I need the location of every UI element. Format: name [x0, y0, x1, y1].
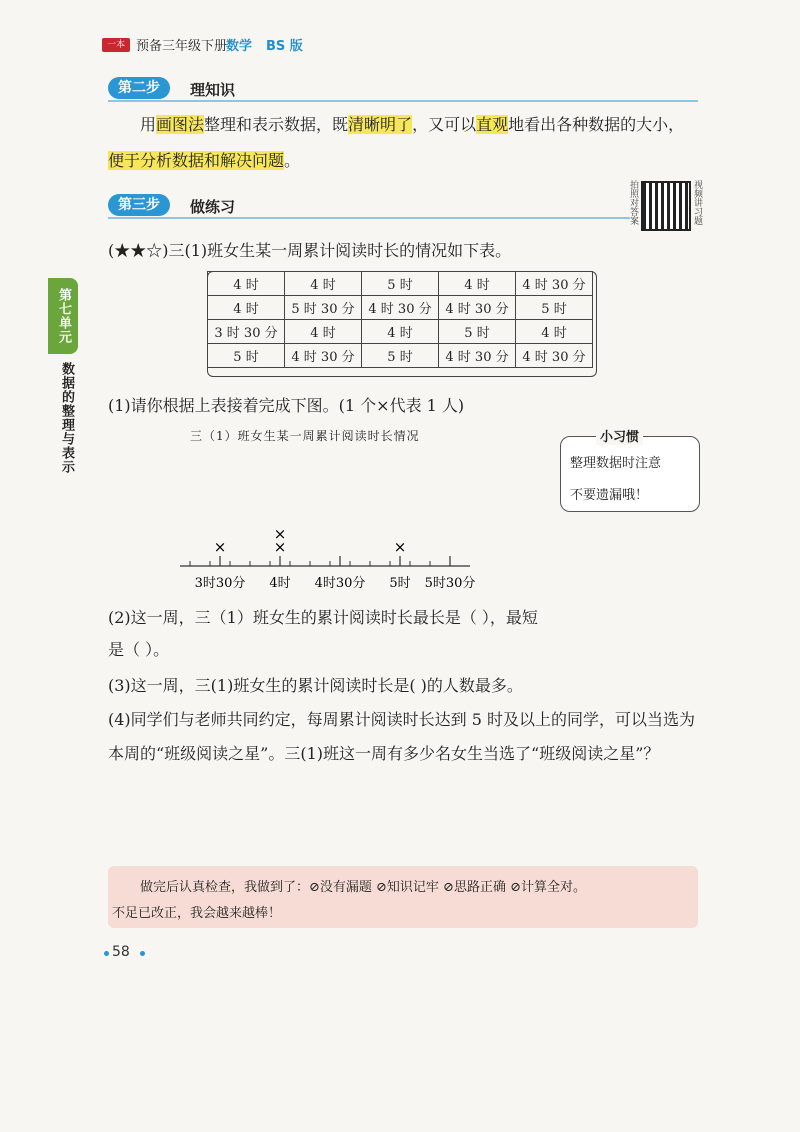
step2-title: 理知识: [190, 81, 236, 99]
step2-paragraph-2: 便于分析数据和解决问题。: [108, 151, 301, 170]
dot-plot: [170, 518, 490, 598]
tick-label: 5时: [389, 576, 411, 591]
table-cell: 4 时: [208, 296, 285, 320]
question-2-line-1: (2)这一周，三（1）班女生的累计阅读时长最长是（ ），最短: [108, 608, 538, 627]
question-3: (3)这一周，三(1)班女生的累计阅读时长是( )的人数最多。: [108, 676, 523, 695]
table-cell: 4 时 30 分: [516, 272, 593, 296]
table-cell: 4 时: [516, 320, 593, 344]
table-cell: 5 时 30 分: [285, 296, 362, 320]
tick-label: 4时: [269, 576, 291, 591]
table-cell: 5 时: [516, 296, 593, 320]
table-cell: 4 时 30 分: [439, 344, 516, 368]
checklist-line-2: 不足已改正，我会越来越棒！: [112, 906, 282, 921]
qr-code-icon[interactable]: [641, 181, 691, 231]
table-cell: 5 时: [362, 272, 439, 296]
habit-line-1: 整理数据时注意: [570, 456, 662, 471]
qr-right-caption: 视频讲习题: [692, 180, 702, 225]
page-dot-left: [104, 951, 109, 956]
table-cell: 4 时: [285, 272, 362, 296]
book-title: 预备三年级下册: [136, 39, 228, 54]
table-cell: 4 时 30 分: [439, 296, 516, 320]
table-row: [208, 320, 593, 344]
table-cell: 4 时 30 分: [362, 296, 439, 320]
table-cell: 3 时 30 分: [208, 320, 285, 344]
step2-paragraph-1: 用画图法整理和表示数据，既清晰明了，又可以直观地看出各种数据的大小，: [140, 115, 685, 134]
chart-mark: ×: [213, 538, 227, 556]
chart-mark: ×: [273, 525, 287, 543]
tick-label: 5时30分: [424, 576, 476, 591]
unit-label: 数据的整理与表示: [59, 362, 74, 474]
table-row: [208, 296, 593, 320]
chart-mark: ×: [393, 538, 407, 556]
data-table: [207, 271, 593, 368]
checklist-line-1: 做完后认真检查，我做到了：⊘没有漏题 ⊘知识记牢 ⊘思路正确 ⊘计算全对。: [140, 880, 586, 895]
table-row: [208, 272, 593, 296]
table-cell: 4 时 30 分: [516, 344, 593, 368]
habit-title: 小习惯: [596, 426, 643, 445]
qr-left-caption: 拍照对答案: [628, 180, 638, 225]
question-4-line-2: 本周的“班级阅读之星”。三(1)班这一周有多少名女生当选了“班级阅读之星”？: [108, 744, 660, 763]
brand-logo: 一本: [102, 38, 130, 52]
table-cell: 4 时: [439, 272, 516, 296]
subject-label: 数学: [226, 39, 253, 54]
habit-line-2: 不要遗漏哦！: [570, 488, 649, 503]
version-label: BS 版: [266, 39, 303, 54]
unit-tab[interactable]: 第七单元: [48, 278, 78, 354]
table-cell: 5 时: [439, 320, 516, 344]
step3-title: 做练习: [190, 198, 236, 216]
step2-divider: [108, 100, 698, 102]
step3-badge: 第三步: [108, 194, 170, 216]
step3-divider: [108, 217, 630, 219]
page-number: 58: [112, 944, 130, 960]
tick-label: 3时30分: [194, 576, 246, 591]
question-4-line-1: (4)同学们与老师共同约定，每周累计阅读时长达到 5 时及以上的同学，可以当选为: [108, 710, 696, 729]
table-cell: 4 时: [362, 320, 439, 344]
table-cell: 4 时: [208, 272, 285, 296]
chart-title: 三（1）班女生某一周累计阅读时长情况: [190, 429, 420, 443]
question-2-line-2: 是（ ）。: [108, 640, 170, 659]
exercise-intro: (★★☆)三(1)班女生某一周累计阅读时长的情况如下表。: [108, 241, 512, 260]
table-cell: 4 时 30 分: [285, 344, 362, 368]
table-cell: 5 时: [208, 344, 285, 368]
table-cell: 5 时: [362, 344, 439, 368]
table-cell: 4 时: [285, 320, 362, 344]
table-row: [208, 344, 593, 368]
tick-label: 4时30分: [314, 576, 366, 591]
step2-badge: 第二步: [108, 77, 170, 99]
page-dot-right: [140, 951, 145, 956]
chart-mark: ×: [273, 538, 287, 556]
question-1: (1)请你根据上表接着完成下图。(1 个×代表 1 人): [108, 396, 465, 415]
